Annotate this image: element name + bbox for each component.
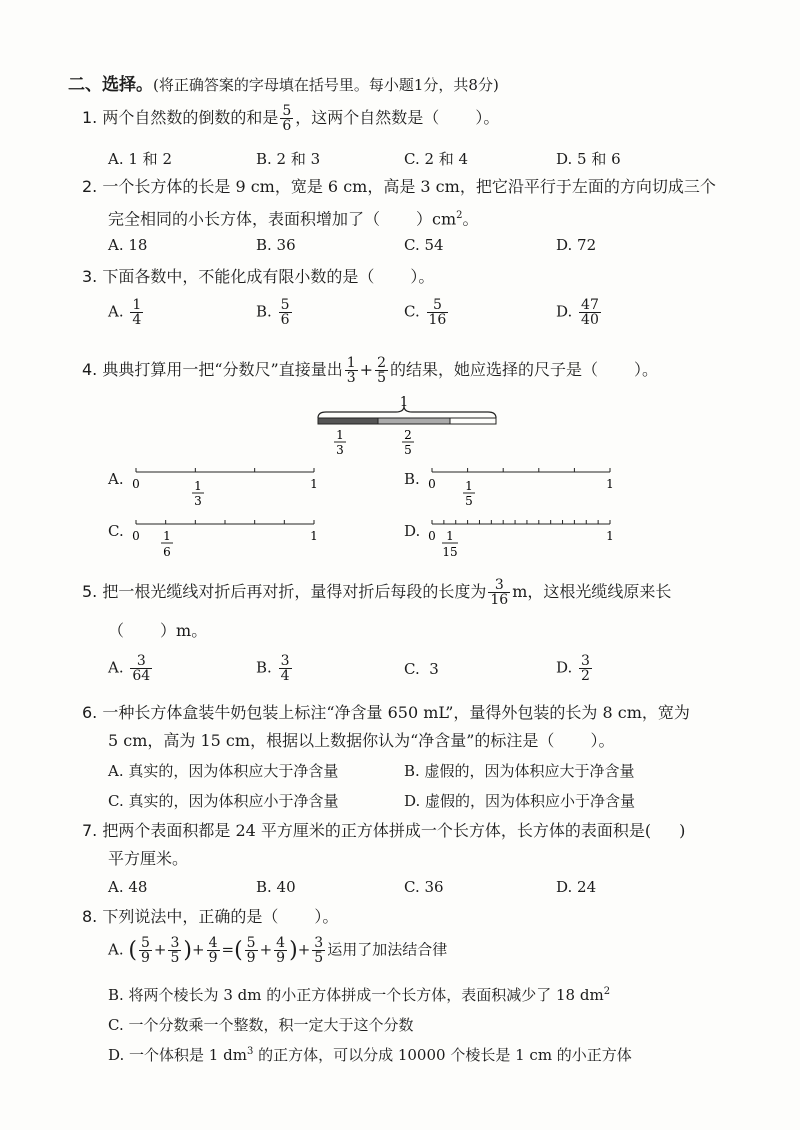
svg-text:1: 1 (446, 529, 454, 543)
question-text: 两个自然数的倒数的和是 (102, 108, 279, 127)
question-1: 1. 两个自然数的倒数的和是 $\frac{5}{6}$ ，这两个自然数是（ ）。 (82, 103, 500, 134)
question-number: 5. (82, 582, 98, 601)
option-b[interactable]: B. $\frac{5}{6}$ (256, 297, 290, 328)
label-twofifths-d: 5 (404, 443, 412, 457)
option-c-letter[interactable]: C. (108, 522, 124, 540)
svg-text:1: 1 (606, 477, 614, 491)
option-a[interactable]: A. 1 和 2 (108, 150, 172, 168)
fraction: $\frac{1}{3}$ (346, 355, 356, 386)
svg-text:0: 0 (132, 529, 140, 543)
question-8: 8. 下列说法中，正确的是（ ）。 (82, 907, 339, 926)
question-7: 7. 把两个表面积都是 24 平方厘米的正方体拼成一个长方体，长方体的表面积是( ) (82, 821, 686, 840)
question-5 (82, 578, 671, 607)
fraction: $\frac{2}{5}$ (377, 355, 386, 386)
option-a[interactable]: A. $\frac{3}{64}$ (108, 653, 151, 684)
svg-text:0: 0 (428, 529, 436, 543)
section-title: 二、选择。 (68, 75, 153, 95)
option-d[interactable]: D. 5 和 6 (556, 150, 621, 168)
option-b[interactable]: B. 2 和 3 (256, 150, 321, 168)
question-text: 一种长方体盒装牛奶包装上标注“净含量 650 mL”，量得外包装的长为 8 cm，宽为 (102, 703, 690, 722)
svg-text:1: 1 (310, 529, 318, 543)
option-d[interactable]: D. $\frac{47}{40}$ (556, 297, 599, 328)
question-3: 3. 下面各数中，不能化成有限小数的是（ ）。 (82, 267, 435, 286)
option-a[interactable]: A. 18 (108, 236, 148, 254)
option-d[interactable]: D. 72 (556, 236, 597, 254)
svg-text:6: 6 (163, 545, 171, 559)
ruler-option-b[interactable] (424, 462, 624, 512)
option-a[interactable]: A. $\frac{1}{4}$ (108, 297, 142, 328)
question-6 (82, 702, 690, 724)
fraction: $\frac{3}{64}$ (132, 653, 151, 684)
option-a-letter[interactable]: A. (108, 470, 124, 488)
question-7-line2: 平方厘米。 (108, 849, 189, 868)
brace-label: 1 (399, 395, 409, 410)
option-a[interactable]: A. ( $\frac{5}{9}$ + $\frac{3}{5}$ )+ $\frac{4}{9}$ =( $\frac{5}{9}$ + $\frac{4}{9}$ )+ $\frac{3}{5}$ 运用了加法结合律 (108, 935, 448, 966)
question-text: 一个长方体的长是 9 cm，宽是 6 cm，高是 3 cm，把它沿平行于左面的方向切成三个 (102, 177, 716, 196)
ruler-option-a[interactable] (128, 462, 328, 512)
section-note: (将正确答案的字母填在括号里。每小题1分，共8分) (153, 76, 499, 94)
question-6-line2: 5 cm，高为 15 cm，根据以上数据你认为“净含量”的标注是（ ）。 (108, 731, 615, 750)
svg-text:1: 1 (606, 529, 614, 543)
option-c[interactable]: C. 一个分数乘一个整数，积一定大于这个分数 (108, 1016, 414, 1034)
svg-text:0: 0 (132, 477, 140, 491)
fraction-ruler-figure (300, 392, 510, 462)
option-d[interactable]: D. 24 (556, 878, 597, 896)
question-text: 典典打算用一把“分数尺”直接量出 (102, 360, 343, 379)
option-d[interactable]: D. 一个体积是 1 $dm^3$ 的正方体，可以分成 10000 个棱长是 1 cm 的小正方体 (108, 1046, 632, 1064)
question-number: 8. (82, 907, 98, 926)
option-d-letter[interactable]: D. (404, 522, 421, 540)
svg-text:3: 3 (194, 494, 202, 508)
option-a[interactable]: A. 48 (108, 878, 148, 896)
option-b[interactable]: B. 虚假的，因为体积应大于净含量 (404, 762, 635, 780)
fraction: $\frac{5}{6}$ (282, 103, 292, 134)
option-c[interactable]: C. 54 (404, 236, 444, 254)
option-b[interactable]: B. $\frac{3}{4}$ (256, 653, 290, 684)
svg-text:15: 15 (442, 545, 458, 559)
svg-text:1: 1 (163, 529, 171, 543)
option-c[interactable]: C. $\frac{5}{16}$ (404, 297, 447, 328)
option-c[interactable]: C. 3 (404, 660, 439, 678)
question-4: 4. 典典打算用一把“分数尺”直接量出 $\frac{1}{3}$ + $\frac{2}{5}$ 的结果，她应选择的尺子是（ ）。 (82, 355, 659, 386)
option-a[interactable]: A. 真实的，因为体积应大于净含量 (108, 762, 339, 780)
question-2 (82, 176, 716, 198)
option-d[interactable]: D. $\frac{3}{2}$ (556, 653, 590, 684)
fraction: $\frac{3}{2}$ (581, 653, 590, 684)
svg-text:1: 1 (465, 479, 473, 493)
question-text: 把一根光缆线对折后再对折，量得对折后每段的长度为 (102, 582, 487, 601)
label-twofifths-n: 2 (404, 428, 412, 442)
question-text: m，这根光缆线原来长 (512, 582, 672, 601)
label-third-n: 1 (336, 428, 344, 442)
question-text: 的结果，她应选择的尺子是（ (389, 360, 598, 379)
bar-two-fifths (378, 418, 450, 424)
question-number: 2. (82, 177, 98, 196)
svg-text:0: 0 (428, 477, 436, 491)
fraction: $\frac{3}{4}$ (280, 653, 290, 684)
ruler-option-d[interactable] (424, 514, 624, 564)
fraction: $\frac{5}{16}$ (428, 297, 447, 328)
option-c[interactable]: C. 36 (404, 878, 444, 896)
question-number: 7. (82, 821, 98, 840)
question-text: ，这两个自然数是（ (295, 108, 440, 127)
question-number: 6. (82, 703, 98, 722)
section-header (68, 70, 499, 95)
question-number: 4. (82, 360, 98, 379)
question-2-line2: 完全相同的小长方体，表面积增加了（ ）$cm^2$。 (108, 209, 479, 229)
svg-text:1: 1 (194, 479, 202, 493)
question-text: 把两个表面积都是 24 平方厘米的正方体拼成一个长方体，长方体的表面积是( (102, 821, 652, 840)
option-d[interactable]: D. 虚假的，因为体积应小于净含量 (404, 792, 636, 810)
bar-third (318, 418, 378, 424)
fraction: $\frac{5}{6}$ (280, 297, 290, 328)
option-b[interactable]: B. 将两个棱长为 3 dm 的小正方体拼成一个长方体，表面积减少了 18 $dm^2$ (108, 986, 611, 1004)
question-5-line2: （ ）m。 (108, 621, 208, 640)
svg-text:1: 1 (310, 477, 318, 491)
label-third-d: 3 (336, 443, 344, 457)
option-b-letter[interactable]: B. (404, 470, 420, 488)
ruler-option-c[interactable] (128, 514, 328, 564)
option-c[interactable]: C. 真实的，因为体积应小于净含量 (108, 792, 339, 810)
question-number: 1. (82, 108, 98, 127)
option-b[interactable]: B. 40 (256, 878, 296, 896)
fraction: $\frac{47}{40}$ (581, 297, 599, 328)
question-text: 下面各数中，不能化成有限小数的是（ (102, 267, 375, 286)
svg-text:5: 5 (465, 494, 473, 508)
option-c[interactable]: C. 2 和 4 (404, 150, 469, 168)
option-b[interactable]: B. 36 (256, 236, 296, 254)
question-text: 下列说法中，正确的是（ (102, 907, 279, 926)
question-number: 3. (82, 267, 98, 286)
fraction: $\frac{3}{16}$ (490, 577, 509, 608)
fraction: $\frac{1}{4}$ (132, 297, 142, 328)
